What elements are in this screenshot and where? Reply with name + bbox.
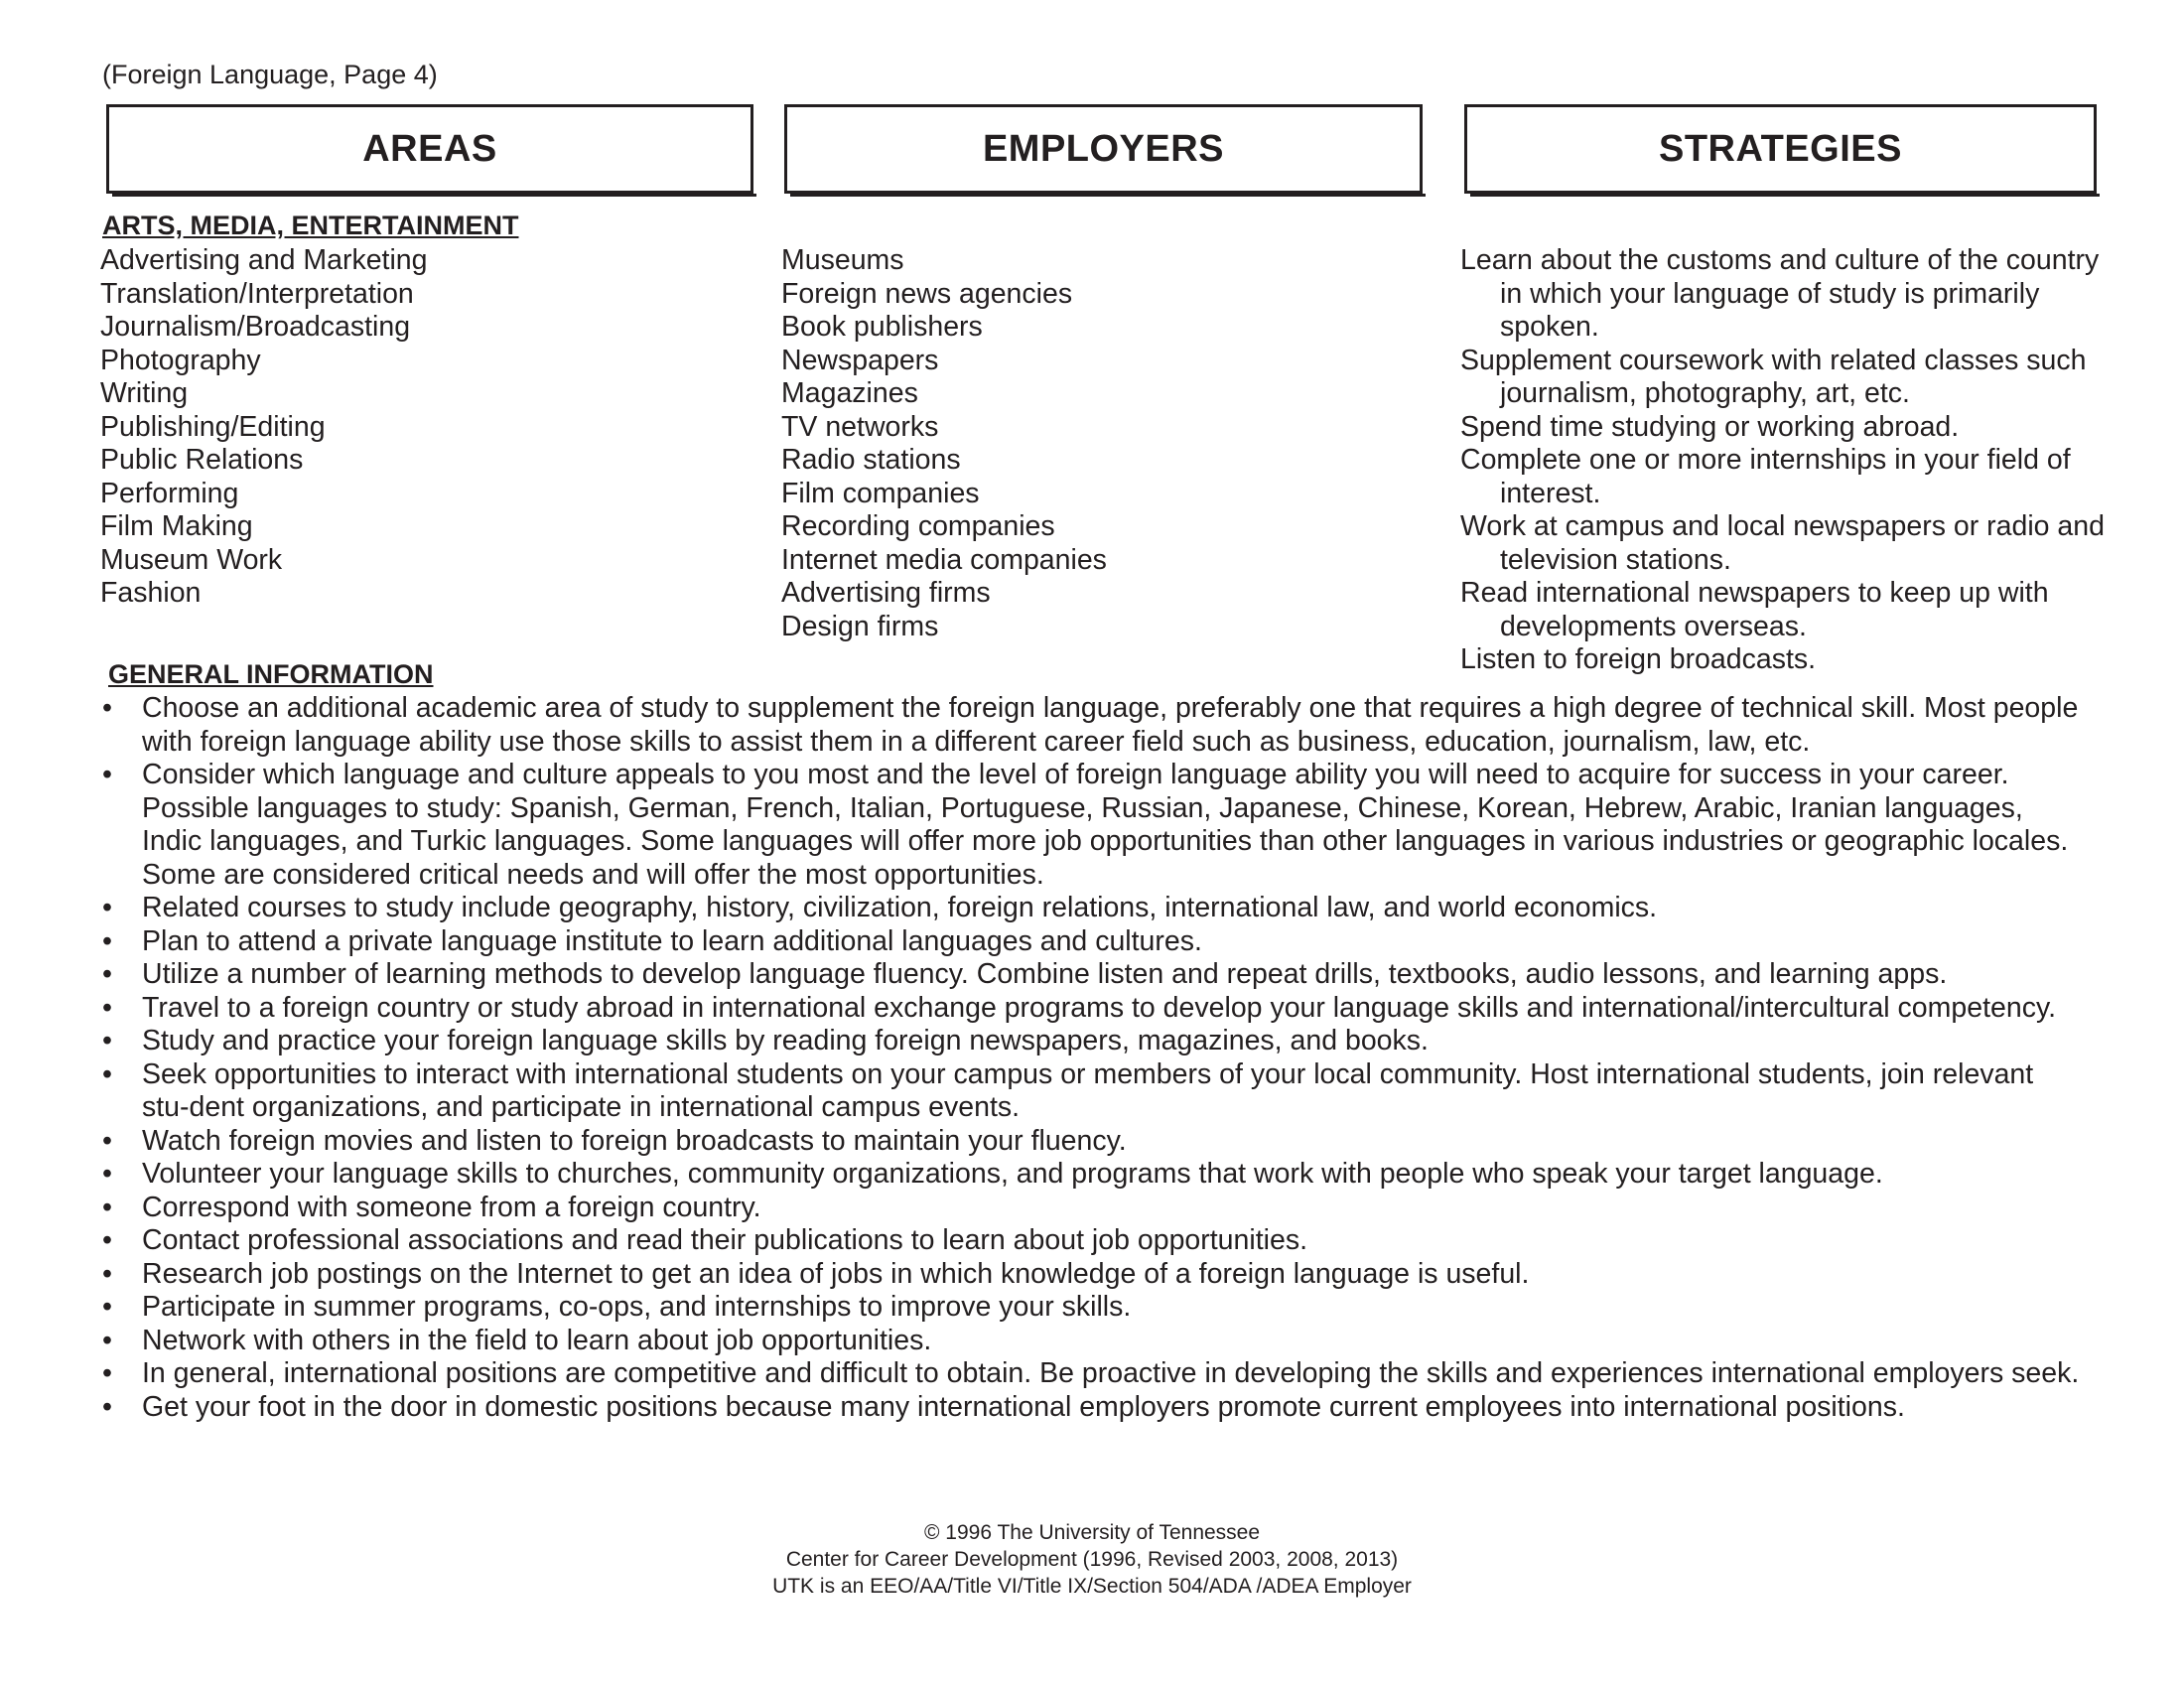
bullet-icon: •	[102, 1357, 112, 1389]
list-item-text: Contact professional associations and read their publications to learn about job opportunities.	[142, 1224, 1307, 1256]
list-item: Learn about the customs and culture of the country in which your language of study is primarily spoken.	[1460, 244, 2100, 343]
list-item-text: Travel to a foreign country or study abroad in international exchange programs to develop your language skills and international/intercultural competency.	[142, 991, 2057, 1024]
strategies-header	[1464, 104, 2097, 194]
list-item	[102, 1158, 2088, 1192]
list-item: Museums	[781, 244, 904, 276]
strategies-header-label: STRATEGIES	[1659, 127, 1902, 170]
list-item	[102, 925, 2088, 959]
list-item: Radio stations	[781, 444, 961, 476]
strategies-list	[1460, 244, 2106, 677]
list-item-text: Study and practice your foreign language skills by reading foreign newspapers, magazines, and books.	[142, 1025, 1429, 1056]
list-item	[102, 1224, 2088, 1258]
areas-list	[100, 244, 736, 611]
list-item: Newspapers	[781, 344, 939, 376]
list-item: Advertising and Marketing	[100, 244, 428, 276]
list-item: Internet media companies	[781, 543, 1107, 576]
list-item-text: In general, international positions are competitive and difficult to obtain. Be proactive in developing the skills and experiences international employers seek.	[142, 1357, 2080, 1389]
list-item: Read international newspapers to keep up with developments overseas.	[1460, 577, 2049, 642]
list-item: Public Relations	[100, 444, 304, 476]
list-item	[102, 759, 2088, 892]
bullet-icon: •	[102, 1324, 112, 1356]
employers-header-label: EMPLOYERS	[982, 127, 1225, 170]
list-item: Recording companies	[781, 510, 1055, 542]
section-title-general: GENERAL INFORMATION	[108, 659, 434, 689]
list-item: Complete one or more internships in your field of interest.	[1460, 444, 2071, 509]
bullet-icon: •	[102, 1124, 112, 1157]
list-item: Work at campus and local newspapers or radio and television stations.	[1460, 510, 2105, 576]
list-item: Performing	[100, 477, 239, 509]
list-item-text: Seek opportunities to interact with international students on your campus or members of your local community. Host international students, join relevant stu-dent organizations, and participate in international campus events.	[142, 1057, 2034, 1123]
bullet-icon: •	[102, 1025, 112, 1056]
list-item: Journalism/Broadcasting	[100, 311, 411, 343]
bullet-icon: •	[102, 991, 112, 1024]
list-item: TV networks	[781, 410, 939, 443]
list-item-text: Watch foreign movies and listen to foreign broadcasts to maintain your fluency.	[142, 1124, 1127, 1157]
footer-center-name: Center for Career Development (1996, Revised 2003, 2008, 2013)	[785, 1548, 1399, 1571]
list-item	[102, 958, 2088, 992]
employers-list	[781, 244, 1417, 643]
section-title-arts: ARTS, MEDIA, ENTERTAINMENT	[102, 211, 519, 240]
list-item-text: Participate in summer programs, co-ops, and internships to improve your skills.	[142, 1291, 1132, 1323]
list-item	[102, 1192, 2088, 1225]
list-item	[102, 992, 2088, 1026]
list-item: Spend time studying or working abroad.	[1460, 410, 1960, 443]
footer	[0, 1519, 2184, 1600]
bullet-icon: •	[102, 759, 112, 790]
list-item: Advertising firms	[781, 577, 991, 609]
list-item: Publishing/Editing	[100, 410, 326, 443]
list-item	[102, 1325, 2088, 1358]
list-item	[102, 692, 2088, 759]
list-item-text: Correspond with someone from a foreign country.	[142, 1191, 761, 1223]
list-item: Translation/Interpretation	[100, 277, 414, 310]
list-item	[102, 892, 2088, 925]
list-item: Fashion	[100, 577, 202, 609]
list-item	[102, 1291, 2088, 1325]
list-item	[102, 1125, 2088, 1159]
list-item: Film companies	[781, 477, 980, 509]
list-item: Book publishers	[781, 311, 983, 343]
footer-eeo-statement: UTK is an EEO/AA/Title VI/Title IX/Section 504/ADA /ADEA Employer	[772, 1575, 1412, 1598]
footer-copyright: © 1996 The University of Tennessee	[923, 1521, 1261, 1544]
list-item: Photography	[100, 344, 261, 376]
bullet-icon: •	[102, 1291, 112, 1323]
general-info-list	[102, 692, 2088, 1424]
list-item: Museum Work	[100, 543, 283, 576]
list-item	[102, 1258, 2088, 1292]
list-item-text: Choose an additional academic area of study to supplement the foreign language, preferably one that requires a high degree of technical skill. Most people with foreign language ability use those skills to assist them in a different career field such as business, education, journalism, law, etc.	[142, 692, 2079, 758]
bullet-icon: •	[102, 1057, 112, 1090]
bullet-icon: •	[102, 692, 112, 724]
list-item-text: Research job postings on the Internet to get an idea of jobs in which knowledge of a foreign language is useful.	[142, 1257, 1530, 1290]
list-item-text: Network with others in the field to learn about job opportunities.	[142, 1324, 932, 1356]
areas-header	[106, 104, 753, 194]
list-item	[102, 1025, 2088, 1058]
list-item: Foreign news agencies	[781, 277, 1073, 310]
list-item-text: Related courses to study include geography, history, civilization, foreign relations, international law, and world economics.	[142, 892, 1658, 923]
bullet-icon: •	[102, 1224, 112, 1256]
bullet-icon: •	[102, 1158, 112, 1190]
bullet-icon: •	[102, 1390, 112, 1423]
list-item: Design firms	[781, 610, 939, 642]
list-item	[102, 1391, 2088, 1425]
list-item	[102, 1357, 2088, 1391]
list-item-text: Get your foot in the door in domestic positions because many international employers promote current employees into international positions.	[142, 1390, 1905, 1423]
list-item: Writing	[100, 377, 189, 409]
list-item	[102, 1058, 2088, 1125]
areas-header-label: AREAS	[362, 127, 497, 170]
bullet-icon: •	[102, 1257, 112, 1290]
list-item-text: Consider which language and culture appeals to you most and the level of foreign language ability you will need to acquire for success in your career. Possible languages to study: Spanish, German, French, Italian, Portuguese, Russian, Japanese, Chinese, Korean, Hebrew, Arabic, Iranian languages, Indic languages, and Turkic languages. Some languages will offer more job opportunities than other languages in various industries or geographic locales. Some are considered critical needs and will offer the most opportunities.	[142, 759, 2069, 891]
bullet-icon: •	[102, 1191, 112, 1223]
list-item: Magazines	[781, 377, 918, 409]
bullet-icon: •	[102, 892, 112, 923]
bullet-icon: •	[102, 924, 112, 957]
page-label: (Foreign Language, Page 4)	[102, 60, 438, 89]
employers-header	[784, 104, 1423, 194]
list-item-text: Plan to attend a private language institute to learn additional languages and cultures.	[142, 924, 1202, 957]
list-item-text: Volunteer your language skills to churches, community organizations, and programs that work with people who speak your target language.	[142, 1158, 1883, 1190]
list-item: Listen to foreign broadcasts.	[1460, 643, 1817, 675]
list-item-text: Utilize a number of learning methods to develop language fluency. Combine listen and repeat drills, textbooks, audio lessons, and learning apps.	[142, 958, 1948, 990]
bullet-icon: •	[102, 958, 112, 990]
list-item: Supplement coursework with related classes such journalism, photography, art, etc.	[1460, 344, 2087, 409]
list-item: Film Making	[100, 510, 253, 542]
